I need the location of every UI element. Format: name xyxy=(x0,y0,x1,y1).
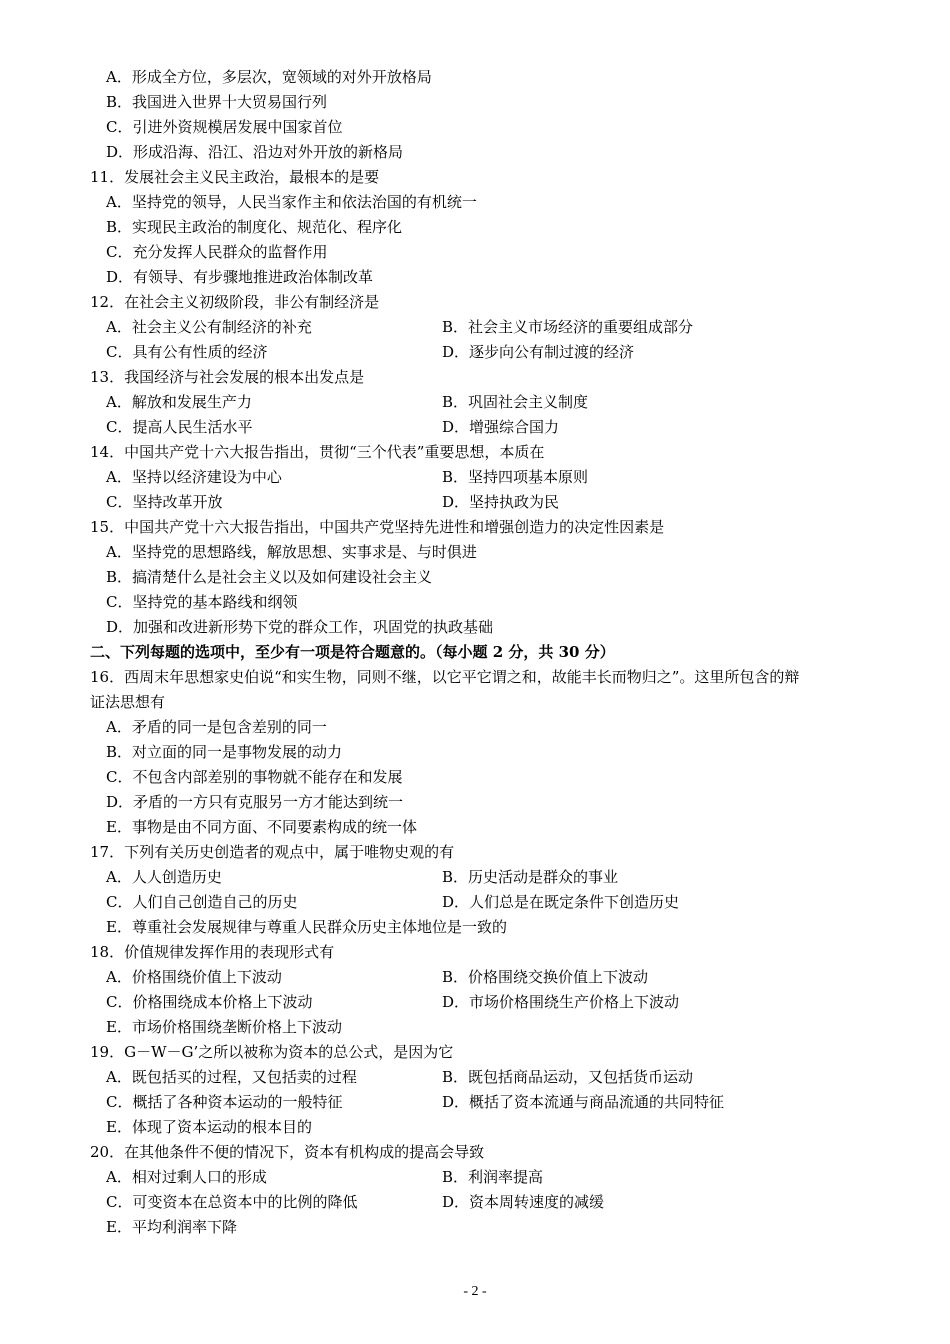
option-11-a: A．坚持党的领导，人民当家作主和依法治国的有机统一 xyxy=(106,193,477,211)
option-17-c: C．人们自己创造自己的历史 xyxy=(106,893,298,911)
option-15-d: D．加强和改进新形势下党的群众工作，巩固党的执政基础 xyxy=(106,618,494,636)
option-20-b: B．利润率提高 xyxy=(442,1168,544,1186)
option-12-b: B．社会主义市场经济的重要组成部分 xyxy=(442,318,694,336)
option-18-e: E．市场价格围绕垄断价格上下波动 xyxy=(106,1018,342,1036)
question-16: 16．西周末年思想家史伯说“和实生物，同则不继，以它平它谓之和，故能丰长而物归之”。这里所包含的辩 xyxy=(90,668,800,686)
option-10-b: B．我国进入世界十大贸易国行列 xyxy=(106,93,328,111)
option-13-a: A．解放和发展生产力 xyxy=(106,393,252,411)
option-15-c: C．坚持党的基本路线和纲领 xyxy=(106,593,298,611)
option-12-a: A．社会主义公有制经济的补充 xyxy=(106,318,312,336)
question-11: 11．发展社会主义民主政治，最根本的是要 xyxy=(90,168,380,186)
question-15: 15．中国共产党十六大报告指出，中国共产党坚持先进性和增强创造力的决定性因素是 xyxy=(90,518,665,536)
option-17-b: B．历史活动是群众的事业 xyxy=(442,868,619,886)
option-16-b: B．对立面的同一是事物发展的动力 xyxy=(106,743,343,761)
option-20-d: D．资本周转速度的减缓 xyxy=(442,1193,605,1211)
option-14-a: A．坚持以经济建设为中心 xyxy=(106,468,282,486)
option-13-c: C．提高人民生活水平 xyxy=(106,418,253,436)
option-17-e: E．尊重社会发展规律与尊重人民群众历史主体地位是一致的 xyxy=(106,918,507,936)
question-14: 14．中国共产党十六大报告指出，贯彻“三个代表”重要思想，本质在 xyxy=(90,443,545,461)
question-20: 20．在其他条件不便的情况下，资本有机构成的提高会导致 xyxy=(90,1143,485,1161)
option-12-d: D．逐步向公有制过渡的经济 xyxy=(442,343,635,361)
option-13-b: B．巩固社会主义制度 xyxy=(442,393,589,411)
question-12: 12．在社会主义初级阶段，非公有制经济是 xyxy=(90,293,380,311)
option-17-d: D．人们总是在既定条件下创造历史 xyxy=(442,893,680,911)
option-11-d: D．有领导、有步骤地推进政治体制改革 xyxy=(106,268,374,286)
option-19-d: D．概括了资本流通与商品流通的共同特征 xyxy=(442,1093,725,1111)
option-15-a: A．坚持党的思想路线，解放思想、实事求是、与时俱进 xyxy=(106,543,477,561)
option-14-b: B．坚持四项基本原则 xyxy=(442,468,589,486)
option-18-d: D．市场价格围绕生产价格上下波动 xyxy=(442,993,680,1011)
option-16-a: A．矛盾的同一是包含差别的同一 xyxy=(106,718,327,736)
option-19-a: A．既包括买的过程，又包括卖的过程 xyxy=(106,1068,357,1086)
option-15-b: B．搞清楚什么是社会主义以及如何建设社会主义 xyxy=(106,568,433,586)
question-16-cont: 证法思想有 xyxy=(90,693,166,711)
option-10-a: A．形成全方位，多层次，宽领域的对外开放格局 xyxy=(106,68,432,86)
option-18-b: B．价格围绕交换价值上下波动 xyxy=(442,968,649,986)
option-16-c: C．不包含内部差别的事物就不能存在和发展 xyxy=(106,768,403,786)
option-16-d: D．矛盾的一方只有克服另一方才能达到统一 xyxy=(106,793,404,811)
option-12-c: C．具有公有性质的经济 xyxy=(106,343,268,361)
option-14-c: C．坚持改革开放 xyxy=(106,493,223,511)
option-16-e: E．事物是由不同方面、不同要素构成的统一体 xyxy=(106,818,417,836)
question-13: 13．我国经济与社会发展的根本出发点是 xyxy=(90,368,365,386)
option-19-b: B．既包括商品运动，又包括货币运动 xyxy=(442,1068,694,1086)
question-19: 19．G－W－G’之所以被称为资本的总公式，是因为它 xyxy=(90,1043,454,1061)
option-19-e: E．体现了资本运动的根本目的 xyxy=(106,1118,312,1136)
option-20-a: A．相对过剩人口的形成 xyxy=(106,1168,267,1186)
option-10-c: C．引进外资规模居发展中国家首位 xyxy=(106,118,343,136)
section-heading: 二、下列每题的选项中，至少有一项是符合题意的。（每小题 2 分，共 30 分） xyxy=(90,643,615,661)
option-18-c: C．价格围绕成本价格上下波动 xyxy=(106,993,313,1011)
option-10-d: D．形成沿海、沿江、沿边对外开放的新格局 xyxy=(106,143,404,161)
option-11-b: B．实现民主政治的制度化、规范化、程序化 xyxy=(106,218,403,236)
page-number: - 2 - xyxy=(463,1284,487,1299)
option-14-d: D．坚持执政为民 xyxy=(442,493,560,511)
option-18-a: A．价格围绕价值上下波动 xyxy=(106,968,282,986)
option-13-d: D．增强综合国力 xyxy=(442,418,560,436)
option-19-c: C．概括了各种资本运动的一般特征 xyxy=(106,1093,343,1111)
option-20-c: C．可变资本在总资本中的比例的降低 xyxy=(106,1193,358,1211)
option-17-a: A．人人创造历史 xyxy=(106,868,222,886)
option-11-c: C．充分发挥人民群众的监督作用 xyxy=(106,243,328,261)
option-20-e: E．平均利润率下降 xyxy=(106,1218,237,1236)
question-17: 17．下列有关历史创造者的观点中，属于唯物史观的有 xyxy=(90,843,455,861)
question-18: 18．价值规律发挥作用的表现形式有 xyxy=(90,943,335,961)
